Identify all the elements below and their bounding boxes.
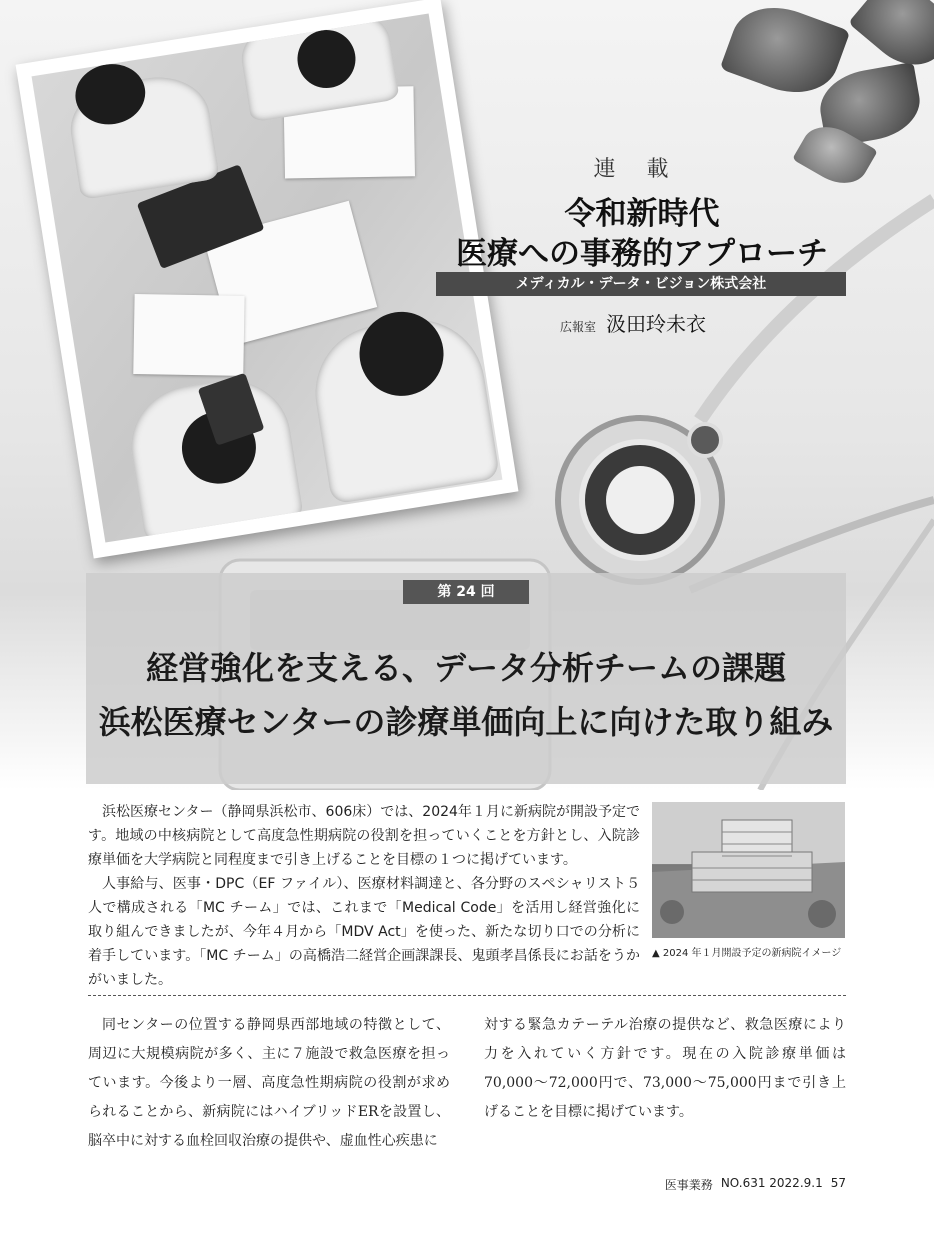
image-caption: ▲ 2024 年１月開設予定の新病院イメージ: [652, 948, 842, 959]
body-paragraph: 対する緊急カテーテル治療の提供など、救急医療により力を入れていく方針です。現在の入院診療単価は70,000〜72,000円で、73,000〜75,000円まで引き上げることを目標に掲げています。: [484, 1017, 846, 1120]
author-dept: 広報室: [560, 320, 597, 334]
issue-info: NO.631 2022.9.1: [720, 1176, 823, 1190]
journal-name: 医事業務: [664, 1178, 713, 1192]
lead-paragraph: 人事給与、医事・DPC（EF ファイル）、医療材料調達と、各分野のスペシャリスト５人で構成される「MC チーム」では、これまで「Medical Code」を活用し経営強化に取り組んできましたが、今年４月から「MDV Act」を使った、新たな切り口での分析に着手しています。「MC チーム」の高橋浩二経営企画課課長、鬼頭孝昌係長にお話をうかがいました。: [88, 876, 640, 988]
company-bar: メディカル・データ・ビジョン株式会社: [436, 272, 846, 296]
lead-paragraph: 浜松医療センター（静岡県浜松市、606床）では、2024年１月に新病院が開設予定です。地域の中核病院として高度急性期病院の役割を担っていくことを方針とし、入院診療単価を大学病院と同程度まで引き上げることを目標の１つに掲げています。: [88, 804, 640, 868]
divider: [88, 995, 846, 996]
lead-text: [88, 800, 640, 992]
author-name: 汲田玲未衣: [606, 312, 707, 336]
author-block: [560, 308, 706, 337]
body-paragraph: 同センターの位置する静岡県西部地域の特徴として、周辺に大規模病院が多く、主に７施設で救急医療を担っています。今後より一層、高度急性期病院の役割が求められることから、新病院にはハイブリッドERを設置し、脳卒中に対する血栓回収治療の提供や、虚血性心疾患に: [88, 1017, 450, 1149]
page-footer: [665, 1176, 846, 1193]
article-title-line2: 浜松医療センターの診療単価向上に向けた取り組み: [98, 703, 834, 741]
new-hospital-image: [652, 802, 845, 938]
episode-badge: 第 24 回: [403, 580, 529, 604]
body-column-right: [484, 1011, 846, 1127]
series-title-line2: 医療への事務的アプローチ: [456, 236, 828, 272]
body-column-left: [88, 1011, 450, 1156]
page-number: 57: [830, 1176, 846, 1190]
article-title-line1: 経営強化を支える、データ分析チームの課題: [145, 649, 786, 687]
series-title-line1: 令和新時代: [564, 196, 720, 232]
serial-label: 連 載: [593, 157, 681, 182]
